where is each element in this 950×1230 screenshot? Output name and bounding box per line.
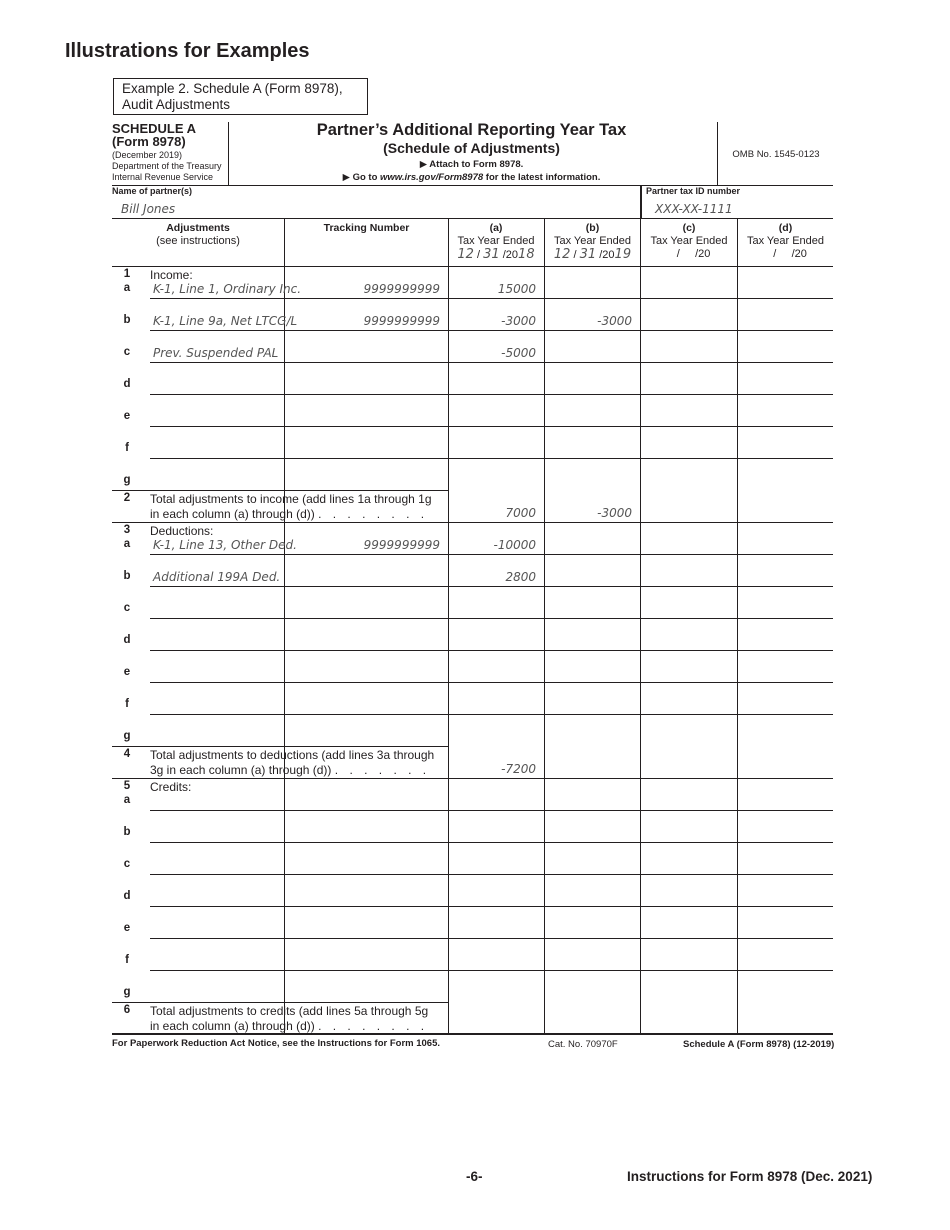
paperwork-notice: For Paperwork Reduction Act Notice, see the Instructions for Form 1065. bbox=[112, 1038, 440, 1049]
partner-tin-value[interactable]: XXX-XX-1111 bbox=[655, 202, 733, 216]
agency: Internal Revenue Service bbox=[112, 172, 214, 182]
total-income-text-cont bbox=[150, 507, 428, 522]
grid-line bbox=[112, 522, 833, 523]
grid-line bbox=[112, 1002, 448, 1003]
entry-underline bbox=[150, 298, 284, 299]
col-tracking-header: Tracking Number bbox=[323, 222, 410, 234]
grid-line bbox=[284, 682, 833, 683]
adjustment-description[interactable]: K-1, Line 1, Ordinary Inc. bbox=[153, 282, 302, 296]
line-letter: f bbox=[125, 442, 129, 454]
entry-underline bbox=[150, 394, 284, 395]
grid-line bbox=[284, 714, 833, 715]
total-income-amount-b[interactable]: -3000 bbox=[597, 506, 632, 520]
tracking-number[interactable]: 9999999999 bbox=[363, 314, 440, 328]
total-deductions-text: Total adjustments to deductions (add lines 3a through bbox=[150, 748, 435, 762]
line-letter: d bbox=[123, 378, 131, 390]
tracking-number[interactable]: 9999999999 bbox=[363, 282, 440, 296]
total-income-text: Total adjustments to income (add lines 1a through 1g bbox=[150, 492, 432, 506]
grid-line bbox=[284, 330, 833, 331]
irs-url[interactable]: www.irs.gov/Form8978 bbox=[380, 172, 484, 183]
line-letter: d bbox=[123, 890, 131, 902]
line-letter: a bbox=[123, 794, 131, 806]
entry-underline bbox=[150, 874, 284, 875]
partner-name-label: Name of partner(s) bbox=[112, 186, 193, 196]
col-c-header: (c) Tax Year Ended / /20 bbox=[650, 222, 728, 260]
grid-line bbox=[284, 810, 833, 811]
entry-underline bbox=[150, 554, 284, 555]
grid-line bbox=[284, 586, 833, 587]
catalog-number: Cat. No. 70970F bbox=[548, 1039, 618, 1050]
grid-line bbox=[112, 746, 448, 747]
adjustment-description[interactable]: Prev. Suspended PAL bbox=[153, 346, 279, 360]
adjustment-description[interactable]: K-1, Line 9a, Net LTCG/L bbox=[153, 314, 298, 328]
department: Department of the Treasury bbox=[112, 161, 222, 171]
adjustment-description[interactable]: Additional 199A Ded. bbox=[153, 570, 281, 584]
line-letter: b bbox=[123, 314, 131, 326]
amount-a[interactable]: -10000 bbox=[493, 538, 536, 552]
adjustment-description[interactable]: K-1, Line 13, Other Ded. bbox=[153, 538, 297, 552]
line-letter: b bbox=[123, 570, 131, 582]
page-title: Illustrations for Examples bbox=[65, 40, 310, 62]
grid-line bbox=[284, 458, 833, 459]
credits-label: Credits: bbox=[150, 780, 192, 794]
total-deductions-text2: 3g in each column (a) through (d)) bbox=[150, 763, 332, 777]
line-letter: e bbox=[123, 666, 131, 678]
total-deductions-text-cont bbox=[150, 763, 430, 778]
amount-a[interactable]: -5000 bbox=[501, 346, 536, 360]
goto-instruction: ▶ Go to www.irs.gov/Form8978 for the latest information. bbox=[342, 172, 601, 183]
grid-line bbox=[284, 426, 833, 427]
income-number: 1 bbox=[123, 268, 131, 280]
grid-line bbox=[284, 906, 833, 907]
entry-underline bbox=[150, 682, 284, 683]
total-income-number: 2 bbox=[123, 492, 131, 504]
amount-b[interactable]: -3000 bbox=[597, 314, 632, 328]
grid-line bbox=[284, 618, 833, 619]
line-letter: g bbox=[123, 474, 131, 486]
revision-date: (December 2019) bbox=[112, 150, 183, 160]
schedule-name: SCHEDULE A bbox=[112, 121, 197, 136]
total-deductions-amount-a[interactable]: -7200 bbox=[501, 762, 536, 776]
line-letter: a bbox=[123, 538, 131, 550]
entry-underline bbox=[150, 970, 284, 971]
form-number: (Form 8978) bbox=[112, 134, 186, 149]
grid-line bbox=[112, 490, 448, 491]
line-letter: a bbox=[123, 282, 131, 294]
entry-underline bbox=[150, 906, 284, 907]
line-letter: b bbox=[123, 826, 131, 838]
grid-line bbox=[284, 970, 833, 971]
line-letter: c bbox=[123, 602, 131, 614]
leader-dots: . . . . . . . . bbox=[318, 1019, 429, 1033]
partner-tin-label: Partner tax ID number bbox=[646, 186, 741, 196]
total-credits-number: 6 bbox=[123, 1004, 131, 1016]
line-letter: g bbox=[123, 730, 131, 742]
amount-a[interactable]: 15000 bbox=[497, 282, 536, 296]
document-title: Instructions for Form 8978 (Dec. 2021) bbox=[627, 1169, 873, 1184]
deductions-label: Deductions: bbox=[150, 524, 214, 538]
line-letter: c bbox=[123, 858, 131, 870]
total-deductions-number: 4 bbox=[123, 748, 131, 760]
line-letter: c bbox=[123, 346, 131, 358]
grid-line bbox=[112, 778, 833, 779]
col-b-header: (b) Tax Year Ended 12 / 31 /2019 bbox=[553, 222, 632, 262]
grid-line bbox=[284, 362, 833, 363]
line-letter: g bbox=[123, 986, 131, 998]
grid-line bbox=[284, 298, 833, 299]
leader-dots: . . . . . . . . bbox=[318, 507, 429, 521]
credits-number: 5 bbox=[123, 780, 131, 792]
entry-underline bbox=[150, 586, 284, 587]
line-letter: f bbox=[125, 698, 129, 710]
total-credits-text2: in each column (a) through (d)) bbox=[150, 1019, 315, 1033]
grid-line bbox=[284, 842, 833, 843]
grid-line bbox=[284, 938, 833, 939]
line-letter: e bbox=[123, 922, 131, 934]
entry-underline bbox=[150, 842, 284, 843]
attach-instruction: ▶ Attach to Form 8978. bbox=[419, 159, 524, 170]
amount-a[interactable]: 2800 bbox=[505, 570, 536, 584]
col-d-header: (d) Tax Year Ended / /20 bbox=[746, 222, 825, 260]
entry-underline bbox=[150, 426, 284, 427]
deductions-number: 3 bbox=[123, 524, 131, 536]
entry-underline bbox=[150, 938, 284, 939]
amount-a[interactable]: -3000 bbox=[501, 314, 536, 328]
entry-underline bbox=[150, 330, 284, 331]
form-subtitle: (Schedule of Adjustments) bbox=[383, 140, 560, 156]
entry-underline bbox=[150, 810, 284, 811]
col-a-header: (a) Tax Year Ended 12 / 31 /2018 bbox=[457, 222, 535, 262]
grid-line bbox=[284, 554, 833, 555]
schedule-id bbox=[112, 122, 222, 183]
grid-line bbox=[284, 874, 833, 875]
income-label: Income: bbox=[150, 268, 193, 282]
example-label: Example 2. Schedule A (Form 8978), Audit Adjustments bbox=[113, 78, 368, 115]
entry-underline bbox=[150, 650, 284, 651]
tracking-number[interactable]: 9999999999 bbox=[363, 538, 440, 552]
schedule-reference: Schedule A (Form 8978) (12-2019) bbox=[683, 1039, 835, 1050]
grid-line bbox=[284, 650, 833, 651]
line-letter: f bbox=[125, 954, 129, 966]
entry-underline bbox=[150, 458, 284, 459]
col-adjustments-header: Adjustments (see instructions) bbox=[156, 222, 240, 247]
line-letter: e bbox=[123, 410, 131, 422]
entry-underline bbox=[150, 618, 284, 619]
total-income-text2: in each column (a) through (d)) bbox=[150, 507, 315, 521]
total-credits-text: Total adjustments to credits (add lines 5a through 5g bbox=[150, 1004, 429, 1018]
leader-dots: . . . . . . . bbox=[334, 763, 431, 777]
page-number: -6- bbox=[466, 1169, 483, 1184]
form-title: Partner’s Additional Reporting Year Tax bbox=[316, 121, 627, 139]
grid-line bbox=[284, 394, 833, 395]
omb-number: OMB No. 1545-0123 bbox=[732, 149, 820, 160]
entry-underline bbox=[150, 714, 284, 715]
partner-name-value[interactable]: Bill Jones bbox=[121, 202, 176, 216]
total-income-amount-a[interactable]: 7000 bbox=[505, 506, 536, 520]
total-credits-text-cont bbox=[150, 1019, 428, 1034]
line-letter: d bbox=[123, 634, 131, 646]
entry-underline bbox=[150, 362, 284, 363]
